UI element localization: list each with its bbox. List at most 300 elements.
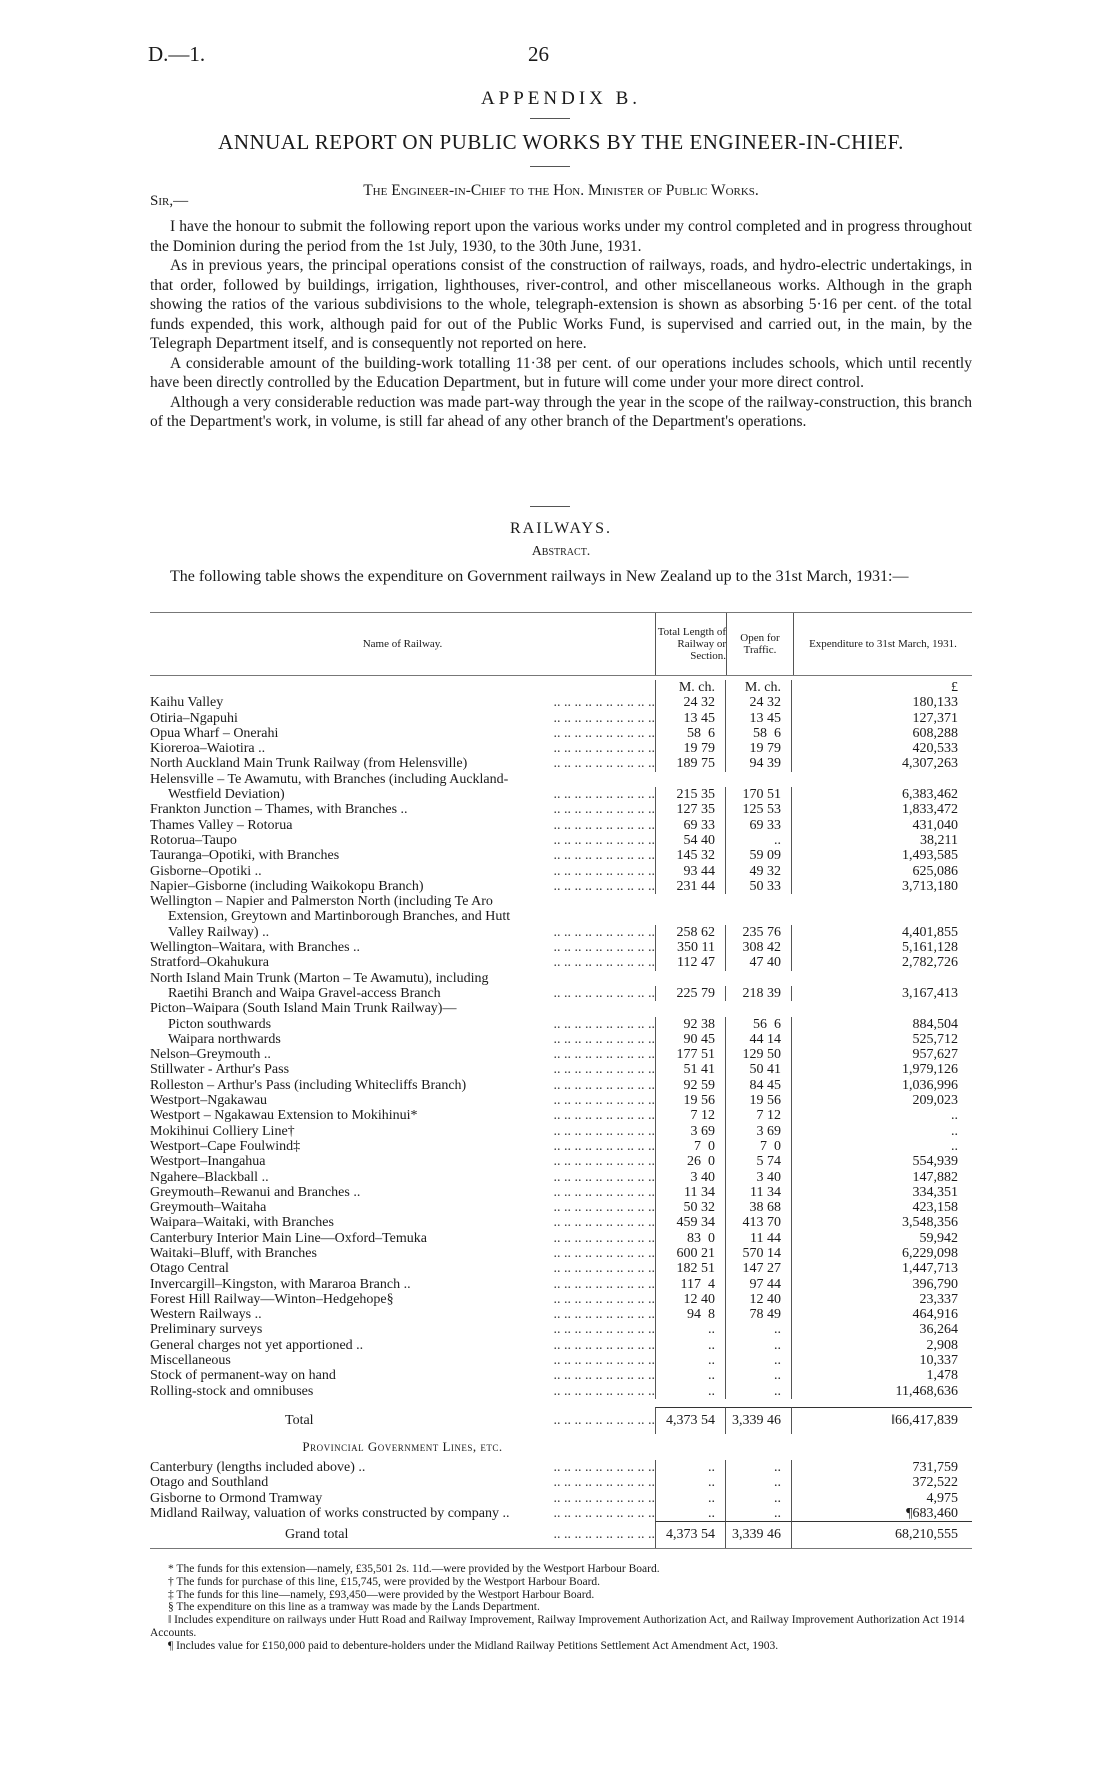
leader-dots: .. .. .. .. .. .. .. .. .. ..: [553, 878, 655, 894]
leader-dots: .. .. .. .. .. .. .. .. .. ..: [553, 1527, 655, 1543]
railway-name: [150, 1032, 655, 1047]
body-text: [150, 203, 972, 432]
table-row: [150, 1460, 972, 1475]
total-length: 177 51: [655, 1047, 725, 1062]
table-row: [150, 1322, 972, 1337]
expenditure: 6,383,462: [791, 787, 972, 802]
total-length: 51 41: [655, 1062, 725, 1077]
name-line: [150, 711, 655, 726]
open-for-traffic: 78 49: [725, 1307, 791, 1322]
railway-name: [150, 864, 655, 879]
table-row: [150, 971, 972, 1002]
open-for-traffic: 47 40: [725, 955, 791, 970]
address-line: The Engineer-in-Chief to the Hon. Minister of Public Works.: [363, 182, 759, 199]
expenditure: 4,975: [791, 1491, 972, 1506]
salutation: Sir,—: [150, 193, 189, 209]
expenditure: 4,307,263: [791, 756, 972, 771]
table-row: [150, 848, 972, 863]
total-length: 117 4: [655, 1277, 725, 1292]
table-row: [150, 741, 972, 756]
open-for-traffic: 3,339 46: [725, 1521, 791, 1548]
footnote: ¶ Includes value for £150,000 paid to debenture-holders under the Midland Railway Petitions Settlement Act Amendment Act, 1903.: [168, 1639, 779, 1652]
total-length: 50 32: [655, 1200, 725, 1215]
name-line: [150, 1277, 655, 1292]
open-for-traffic: 3,339 46: [725, 1407, 791, 1434]
name-line: [150, 1200, 655, 1215]
total-length: 92 38: [655, 1017, 725, 1032]
total-length: 69 33: [655, 818, 725, 833]
name-line: [150, 879, 655, 894]
railway-name: [150, 940, 655, 955]
footnote: * The funds for this extension—namely, £35,501 2s. 11d.—were provided by the Westport Harbour Board.: [168, 1563, 660, 1575]
expenditure: 3,548,356: [791, 1215, 972, 1230]
open-for-traffic: 69 33: [725, 818, 791, 833]
railway-name: [150, 1124, 655, 1139]
total-length: 26 0: [655, 1154, 725, 1169]
total-length: 215 35: [655, 787, 725, 802]
leader-dots: .. .. .. .. .. .. .. .. .. ..: [553, 1230, 655, 1246]
railway-name: [150, 1491, 655, 1506]
name-line: [150, 1475, 655, 1490]
table-row: [150, 1200, 972, 1215]
column-header-name: Name of Railway.: [362, 638, 443, 650]
railway-name: [150, 1139, 655, 1154]
leader-dots: .. .. .. .. .. .. .. .. .. ..: [553, 924, 655, 940]
name-line: [150, 955, 655, 970]
name-text: Picton southwards: [168, 1016, 272, 1032]
name-line: [150, 1338, 655, 1353]
expenditure: 10,337: [791, 1353, 972, 1368]
provincial-heading: Provincial Government Lines, etc.: [302, 1438, 503, 1454]
expenditure: 423,158: [791, 1200, 972, 1215]
table-row: [150, 1215, 972, 1230]
open-for-traffic: 84 45: [725, 1078, 791, 1093]
name-line: [150, 741, 655, 756]
name-line: [150, 1384, 655, 1399]
railway-name: [150, 1307, 655, 1322]
name-text: Invercargill–Kingston, with Mararoa Branch ..: [150, 1276, 411, 1292]
name-text: Wellington–Waitara, with Branches ..: [150, 940, 361, 956]
leader-dots: .. .. .. .. .. .. .. .. .. ..: [553, 1016, 655, 1032]
leader-dots: .. .. .. .. .. .. .. .. .. ..: [553, 802, 655, 818]
expenditure: 180,133: [791, 695, 972, 710]
name-text: Gisborne to Ormond Tramway: [150, 1490, 323, 1506]
table-row: [150, 879, 972, 894]
railway-name: [150, 772, 655, 803]
name-line: [150, 1170, 655, 1185]
expenditure: 884,504: [791, 1017, 972, 1032]
leader-dots: .. .. .. .. .. .. .. .. .. ..: [553, 1169, 655, 1185]
unit: £: [791, 680, 972, 695]
open-for-traffic: 50 33: [725, 879, 791, 894]
expenditure: 68,210,555: [791, 1521, 972, 1548]
leader-dots: .. .. .. .. .. .. .. .. .. ..: [553, 940, 655, 956]
name-line: [150, 1231, 655, 1246]
name-text: North Island Main Trunk (Marton – Te Awamutu), including: [150, 970, 489, 986]
leader-dots: .. .. .. .. .. .. .. .. .. ..: [553, 817, 655, 833]
table-row: [150, 756, 972, 771]
table-row: [150, 1170, 972, 1185]
leader-dots: .. .. .. .. .. .. .. .. .. ..: [553, 741, 655, 757]
leader-dots: .. .. .. .. .. .. .. .. .. ..: [553, 1276, 655, 1292]
expenditure: 11,468,636: [791, 1384, 972, 1399]
open-for-traffic: ..: [725, 1506, 791, 1521]
open-for-traffic: 413 70: [725, 1215, 791, 1230]
table-row: [150, 1491, 972, 1506]
expenditure: 554,939: [791, 1154, 972, 1169]
open-for-traffic: ..: [725, 1338, 791, 1353]
railway-name: [150, 1384, 655, 1399]
name-line: [150, 1062, 655, 1077]
leader-dots: .. .. .. .. .. .. .. .. .. ..: [553, 1475, 655, 1491]
open-for-traffic: 49 32: [725, 864, 791, 879]
table-row: [150, 955, 972, 970]
total-length: 24 32: [655, 695, 725, 710]
name-text: Gisborne–Opotiki ..: [150, 863, 262, 879]
leader-dots: .. .. .. .. .. .. .. .. .. ..: [553, 1412, 655, 1428]
expenditure: 957,627: [791, 1047, 972, 1062]
name-line: [150, 864, 655, 879]
name-line: [150, 1307, 655, 1322]
name-line: [150, 848, 655, 863]
leader-dots: .. .. .. .. .. .. .. .. .. ..: [553, 1261, 655, 1277]
provincial-heading-row: [150, 1434, 972, 1460]
name-text: Mokihinui Colliery Line†: [150, 1123, 295, 1139]
name-text: Helensville – Te Awamutu, with Branches (including Auckland-: [150, 771, 509, 787]
railway-name: [150, 1338, 655, 1353]
leader-dots: .. .. .. .. .. .. .. .. .. ..: [553, 725, 655, 741]
table-row: [150, 1001, 972, 1016]
name-text: Tauranga–Opotiki, with Branches: [150, 848, 340, 864]
leader-dots: .. .. .. .. .. .. .. .. .. ..: [553, 1368, 655, 1384]
name-line: [150, 1368, 655, 1383]
open-for-traffic: 5 74: [725, 1154, 791, 1169]
table-row: [150, 1139, 972, 1154]
column-header-expenditure: Expenditure to 31st March, 1931.: [793, 613, 972, 675]
expenditure: 608,288: [791, 726, 972, 741]
name-text: Grand total: [285, 1527, 349, 1543]
name-line: [150, 1292, 655, 1307]
name-line: [150, 986, 655, 1001]
open-for-traffic: 38 68: [725, 1200, 791, 1215]
railway-name: [150, 1170, 655, 1185]
expenditure: 38,211: [791, 833, 972, 848]
railway-name: [150, 1093, 655, 1108]
railway-name: [150, 894, 655, 940]
total-length: 93 44: [655, 864, 725, 879]
name-text: Ngahere–Blackball ..: [150, 1169, 269, 1185]
open-for-traffic: 3 40: [725, 1170, 791, 1185]
expenditure: 59,942: [791, 1231, 972, 1246]
name-line: [150, 1215, 655, 1230]
table-row: [150, 894, 972, 940]
name-text: Westport–Cape Foulwind‡: [150, 1138, 301, 1154]
name-line: [150, 1261, 655, 1276]
name-text: Rolleston – Arthur's Pass (including Whitecliffs Branch): [150, 1077, 467, 1093]
unit: M. ch.: [725, 680, 791, 695]
name-text: Western Railways ..: [150, 1307, 262, 1323]
open-for-traffic: ..: [725, 1384, 791, 1399]
railway-name: [150, 1154, 655, 1169]
document-reference: D.—1.: [148, 42, 206, 66]
name-line: [150, 1078, 655, 1093]
expenditure: ..: [791, 1124, 972, 1139]
report-title: ANNUAL REPORT ON PUBLIC WORKS BY THE ENGINEER-IN-CHIEF.: [218, 130, 904, 154]
leader-dots: .. .. .. .. .. .. .. .. .. ..: [553, 1154, 655, 1170]
expenditure: 2,782,726: [791, 955, 972, 970]
total-length: 92 59: [655, 1078, 725, 1093]
name-line: [150, 1139, 655, 1154]
railway-name: [150, 1368, 655, 1383]
name-line: [150, 818, 655, 833]
total-length: ..: [655, 1338, 725, 1353]
name-line: [150, 1093, 655, 1108]
railway-name: [150, 695, 655, 710]
leader-dots: .. .. .. .. .. .. .. .. .. ..: [553, 1093, 655, 1109]
open-for-traffic: 97 44: [725, 1277, 791, 1292]
expenditure: 23,337: [791, 1292, 972, 1307]
open-for-traffic: 94 39: [725, 756, 791, 771]
total-length: 90 45: [655, 1032, 725, 1047]
expenditure: 36,264: [791, 1322, 972, 1337]
total-length: 12 40: [655, 1292, 725, 1307]
leader-dots: .. .. .. .. .. .. .. .. .. ..: [553, 1307, 655, 1323]
name-text: Waipara northwards: [168, 1031, 281, 1047]
spacer: [150, 1399, 972, 1407]
railway-name: [150, 1353, 655, 1368]
leader-dots: .. .. .. .. .. .. .. .. .. ..: [553, 1215, 655, 1231]
subsection-heading: Abstract.: [531, 544, 591, 559]
open-for-traffic: 19 79: [725, 741, 791, 756]
table-row: [150, 1384, 972, 1399]
total-length: 112 47: [655, 955, 725, 970]
leader-dots: .. .. .. .. .. .. .. .. .. ..: [553, 695, 655, 711]
leader-dots: .. .. .. .. .. .. .. .. .. ..: [553, 1062, 655, 1078]
total-length: 350 11: [655, 940, 725, 955]
name-text: North Auckland Main Trunk Railway (from Helensville): [150, 756, 468, 772]
expenditure: 625,086: [791, 864, 972, 879]
railway-name: [150, 1277, 655, 1292]
name-text: Westport – Ngakawau Extension to Mokihinui*: [150, 1108, 418, 1124]
name-text: Greymouth–Rewanui and Branches ..: [150, 1184, 361, 1200]
footnote: ‖ Includes expenditure on railways under Hutt Road and Railway Improvement, Railway Improvement Authorization Act, and Railway Improvement Authorization Act 1914 Accounts.: [150, 1614, 965, 1639]
expenditure: 525,712: [791, 1032, 972, 1047]
total-length: 600 21: [655, 1246, 725, 1261]
total-length: 13 45: [655, 711, 725, 726]
leader-dots: .. .. .. .. .. .. .. .. .. ..: [553, 848, 655, 864]
name-text: Miscellaneous: [150, 1353, 231, 1369]
open-for-traffic: 11 44: [725, 1231, 791, 1246]
leader-dots: .. .. .. .. .. .. .. .. .. ..: [553, 1184, 655, 1200]
table-row: [150, 726, 972, 741]
expenditure: 3,167,413: [791, 986, 972, 1001]
total-length: ..: [655, 1368, 725, 1383]
expenditure: 209,023: [791, 1093, 972, 1108]
name-text: Otiria–Ngapuhi: [150, 710, 238, 726]
total-length: 94 8: [655, 1307, 725, 1322]
column-header-open: Open for Traffic.: [726, 613, 793, 675]
open-for-traffic: 218 39: [725, 986, 791, 1001]
table-row: [150, 1062, 972, 1077]
name-line: [150, 1506, 655, 1521]
name-text: Waipara–Waitaki, with Branches: [150, 1215, 334, 1231]
name-line: [150, 1522, 655, 1548]
open-for-traffic: 19 56: [725, 1093, 791, 1108]
name-text: Stillwater - Arthur's Pass: [150, 1062, 290, 1078]
name-line: [150, 802, 655, 817]
paragraph: Although a very considerable reduction was made part-way through the year in the scope of the railway-construction, this branch of the Department's work, in volume, is still far ahead of any other branch of the Department's operations.: [150, 393, 972, 430]
units-row: [150, 676, 972, 695]
name-line: [150, 1001, 655, 1016]
table-row: [150, 1521, 972, 1549]
expenditure: 1,036,996: [791, 1078, 972, 1093]
name-text: Canterbury Interior Main Line—Oxford–Temuka: [150, 1230, 427, 1246]
expenditure: 1,833,472: [791, 802, 972, 817]
name-text: Midland Railway, valuation of works constructed by company ..: [150, 1505, 510, 1521]
expenditure: 6,229,098: [791, 1246, 972, 1261]
table-row: [150, 802, 972, 817]
expenditure: 334,351: [791, 1185, 972, 1200]
name-line: [150, 1460, 655, 1475]
railway-name: [150, 1246, 655, 1261]
section-heading: RAILWAYS.: [509, 520, 612, 537]
name-text: Rotorua–Taupo: [150, 832, 237, 848]
paragraph: I have the honour to submit the following report upon the various works under my control completed and in progress throughout the Dominion during the period from the 1st July, 1930, to the 30th June, 1931.: [150, 218, 972, 255]
total-length: ..: [655, 1491, 725, 1506]
open-for-traffic: 56 6: [725, 1017, 791, 1032]
railway-name: [150, 756, 655, 771]
table-row: [150, 1154, 972, 1169]
railway-name: [150, 848, 655, 863]
total-length: 459 34: [655, 1215, 725, 1230]
expenditure: 420,533: [791, 741, 972, 756]
leader-dots: .. .. .. .. .. .. .. .. .. ..: [553, 787, 655, 803]
name-line: [150, 1032, 655, 1047]
total-length: 4,373 54: [655, 1407, 725, 1434]
leader-dots: .. .. .. .. .. .. .. .. .. ..: [553, 832, 655, 848]
footnote: ‡ The funds for this line—namely, £93,450—were provided by the Westport Harbour Board.: [168, 1588, 595, 1601]
total-length: 127 35: [655, 802, 725, 817]
leader-dots: .. .. .. .. .. .. .. .. .. ..: [553, 1138, 655, 1154]
expenditure: ..: [791, 1139, 972, 1154]
name-line: [150, 1185, 655, 1200]
name-text: Nelson–Greymouth ..: [150, 1047, 271, 1063]
table-row: [150, 1475, 972, 1490]
column-header-total-length: Total Length of Railway or Section.: [655, 613, 726, 675]
name-line: [150, 1108, 655, 1123]
name-text: Waitaki–Bluff, with Branches: [150, 1245, 317, 1261]
divider: [530, 118, 570, 119]
leader-dots: .. .. .. .. .. .. .. .. .. ..: [553, 1353, 655, 1369]
name-text: Forest Hill Railway—Winton–Hedgehope§: [150, 1291, 394, 1307]
leader-dots: .. .. .. .. .. .. .. .. .. ..: [553, 1322, 655, 1338]
name-text: Westfield Deviation): [168, 787, 285, 803]
table-row: [150, 1407, 972, 1434]
name-text: Westport–Ngakawau: [150, 1093, 268, 1109]
railway-name: [150, 1322, 655, 1337]
table-row: [150, 1506, 972, 1521]
table-row: [150, 1231, 972, 1246]
railway-name: [150, 1185, 655, 1200]
total-length: 145 32: [655, 848, 725, 863]
name-line: [150, 1322, 655, 1337]
leader-dots: .. .. .. .. .. .. .. .. .. ..: [553, 1383, 655, 1399]
total-length: ..: [655, 1384, 725, 1399]
name-line: [150, 833, 655, 848]
leader-dots: .. .. .. .. .. .. .. .. .. ..: [553, 1031, 655, 1047]
open-for-traffic: ..: [725, 1460, 791, 1475]
open-for-traffic: 125 53: [725, 802, 791, 817]
table-row: [150, 1368, 972, 1383]
expenditure: 731,759: [791, 1460, 972, 1475]
name-line: [150, 1408, 655, 1434]
total-length: ..: [655, 1460, 725, 1475]
open-for-traffic: 3 69: [725, 1124, 791, 1139]
open-for-traffic: ..: [725, 1353, 791, 1368]
leader-dots: .. .. .. .. .. .. .. .. .. ..: [553, 1505, 655, 1521]
expenditure: ¶683,460: [791, 1506, 972, 1521]
railway-name: [150, 1078, 655, 1093]
expenditure: 1,478: [791, 1368, 972, 1383]
total-length: 3 40: [655, 1170, 725, 1185]
leader-dots: .. .. .. .. .. .. .. .. .. ..: [553, 955, 655, 971]
table-row: [150, 1093, 972, 1108]
open-for-traffic: ..: [725, 1368, 791, 1383]
name-text: Preliminary surveys: [150, 1322, 263, 1338]
expenditure: 396,790: [791, 1277, 972, 1292]
railway-name: [150, 726, 655, 741]
name-text: Otago and Southland: [150, 1475, 269, 1491]
railway-name: [150, 818, 655, 833]
leader-dots: .. .. .. .. .. .. .. .. .. ..: [553, 1077, 655, 1093]
open-for-traffic: 7 12: [725, 1108, 791, 1123]
table-row: [150, 1185, 972, 1200]
name-text: General charges not yet apportioned ..: [150, 1337, 364, 1353]
table-row: [150, 864, 972, 879]
expenditure: 1,447,713: [791, 1261, 972, 1276]
total-length: 19 79: [655, 741, 725, 756]
table-row: [150, 1124, 972, 1139]
table-row: [150, 1078, 972, 1093]
table-row: [150, 711, 972, 726]
railway-name: [150, 1017, 655, 1032]
open-for-traffic: ..: [725, 1475, 791, 1490]
railway-name: [150, 1108, 655, 1123]
railway-name: [150, 1062, 655, 1077]
name-text: Otago Central: [150, 1261, 229, 1277]
table-row: [150, 1047, 972, 1062]
expenditure: 2,908: [791, 1338, 972, 1353]
railway-name: [150, 1460, 655, 1475]
name-line: [150, 772, 655, 787]
name-text: Frankton Junction – Thames, with Branches ..: [150, 802, 408, 818]
expenditure: 431,040: [791, 818, 972, 833]
leader-dots: .. .. .. .. .. .. .. .. .. ..: [553, 985, 655, 1001]
leader-dots: .. .. .. .. .. .. .. .. .. ..: [553, 1123, 655, 1139]
unit: M. ch.: [655, 680, 725, 695]
total-length: ..: [655, 1353, 725, 1368]
total-length: ..: [655, 1475, 725, 1490]
railway-name: [150, 741, 655, 756]
railway-name: [150, 1522, 655, 1548]
total-length: 225 79: [655, 986, 725, 1001]
footnote: † The funds for purchase of this line, £15,745, were provided by the Westport Harbour Board.: [168, 1575, 601, 1588]
table-row: [150, 833, 972, 848]
open-for-traffic: 570 14: [725, 1246, 791, 1261]
name-line: [150, 1124, 655, 1139]
open-for-traffic: 308 42: [725, 940, 791, 955]
railway-name: [150, 1215, 655, 1230]
